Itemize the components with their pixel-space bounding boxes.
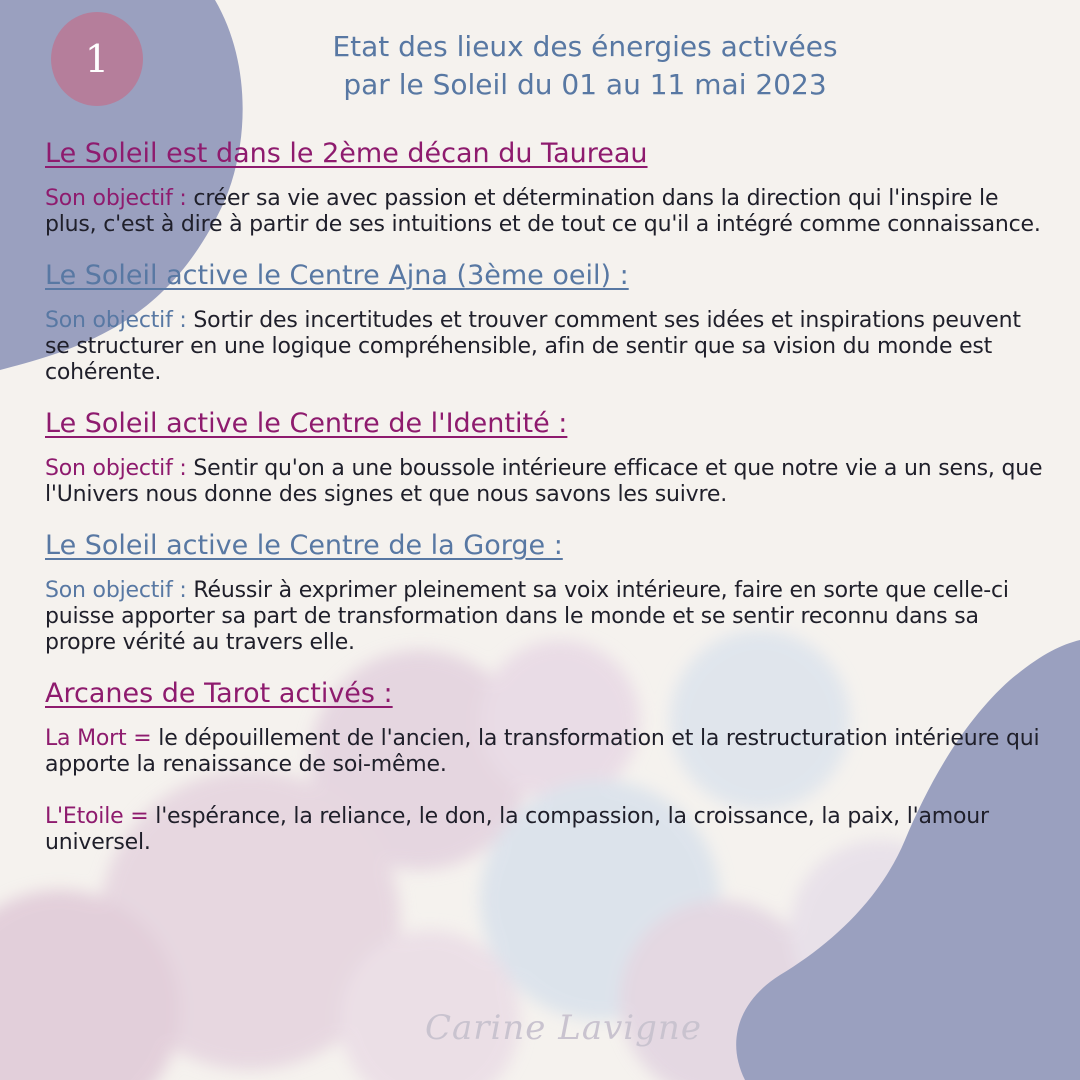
section-gorge — [45, 528, 1045, 656]
section-text — [45, 308, 1045, 386]
signature-watermark: Carine Lavigne — [425, 1008, 702, 1048]
section-heading: Le Soleil active le Centre de l'Identité : — [45, 408, 568, 439]
section-taureau — [45, 136, 1045, 238]
section-text — [45, 578, 1045, 656]
section-heading: Le Soleil active le Centre Ajna (3ème oeil) : — [45, 260, 629, 291]
objective-text: Sentir qu'on a une boussole intérieure efficace et que notre vie a un sens, que l'Univers nous donne des signes et que nous savons les suivre. — [45, 456, 1043, 507]
tarot-label: La Mort = — [45, 726, 152, 751]
objective-label: Son objectif : — [45, 186, 187, 211]
objective-label: Son objectif : — [45, 578, 187, 603]
page-number: 1 — [84, 37, 110, 81]
title-line-1: Etat des lieux des énergies activées — [332, 30, 838, 63]
section-heading: Le Soleil est dans le 2ème décan du Taureau — [45, 138, 648, 169]
objective-label: Son objectif : — [45, 308, 187, 333]
section-text — [45, 186, 1045, 238]
section-heading: Arcanes de Tarot activés : — [45, 678, 393, 709]
tarot-text: l'espérance, la reliance, le don, la compassion, la croissance, la paix, l'amour universel. — [45, 804, 989, 855]
section-ajna — [45, 258, 1045, 386]
section-identite — [45, 406, 1045, 508]
objective-label: Son objectif : — [45, 456, 187, 481]
section-tarot — [45, 676, 1045, 856]
tarot-label: L'Etoile = — [45, 804, 149, 829]
section-text — [45, 456, 1045, 508]
tarot-item-l-etoile — [45, 804, 1045, 856]
section-heading: Le Soleil active le Centre de la Gorge : — [45, 530, 563, 561]
objective-text: Réussir à exprimer pleinement sa voix intérieure, faire en sorte que celle-ci puisse apporter sa part de transformation dans le monde et se sentir reconnu dans sa propre vérité au travers elle. — [45, 578, 1009, 655]
page-title — [260, 28, 910, 104]
objective-text: créer sa vie avec passion et détermination dans la direction qui l'inspire le plus, c'est à dire à partir de ses intuitions et de tout ce qu'il a intégré comme connaissance. — [45, 186, 1041, 237]
tarot-item-la-mort — [45, 726, 1045, 778]
title-line-2: par le Soleil du 01 au 11 mai 2023 — [343, 68, 827, 101]
main-content — [45, 136, 1045, 872]
tarot-text: le dépouillement de l'ancien, la transformation et la restructuration intérieure qui apporte la renaissance de soi-même. — [45, 726, 1040, 777]
page-number-badge — [51, 12, 143, 106]
objective-text: Sortir des incertitudes et trouver comment ses idées et inspirations peuvent se structurer en une logique compréhensible, afin de sentir que sa vision du monde est cohérente. — [45, 308, 1021, 385]
